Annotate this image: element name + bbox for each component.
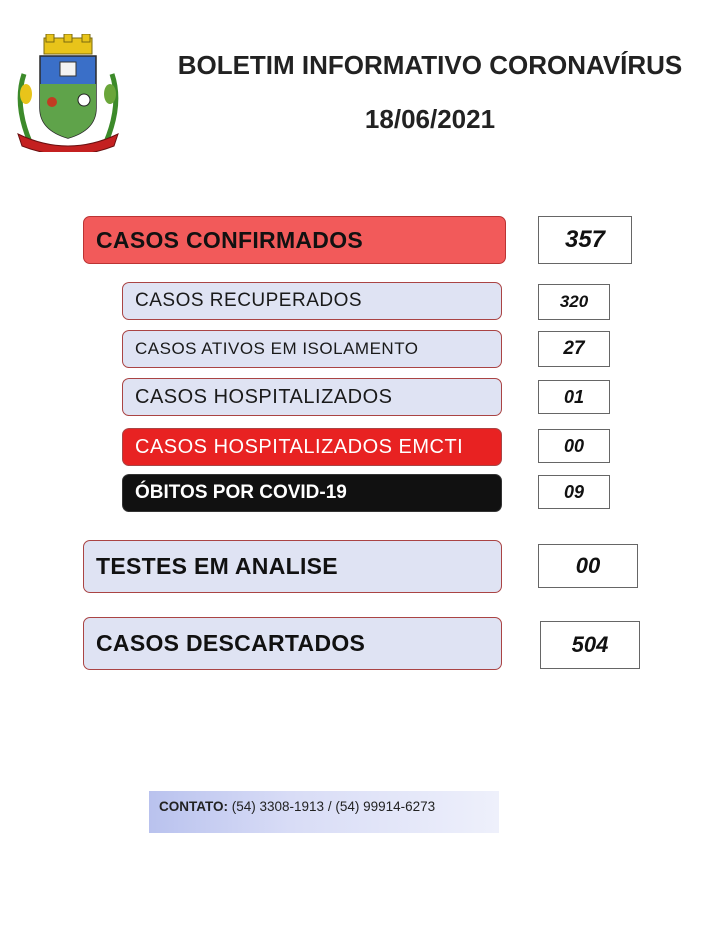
deaths-text: ÓBITOS POR COVID-19: [135, 482, 347, 503]
confirmed-cases-value: 357: [538, 216, 632, 264]
icu-hospitalized-text: CASOS HOSPITALIZADOS EMCTI: [135, 435, 464, 458]
icu-hospitalized-label: [122, 428, 502, 466]
tests-pending-label: [83, 540, 502, 593]
discarded-cases-label: [83, 617, 502, 670]
icu-hospitalized-value: 00: [538, 429, 610, 463]
tests-pending-text: TESTES EM ANALISE: [96, 553, 338, 579]
recovered-cases-label: [122, 282, 502, 320]
active-isolation-value: 27: [538, 331, 610, 367]
bulletin-title: BOLETIM INFORMATIVO CORONAVÍRUS: [177, 50, 683, 80]
hospitalized-label: [122, 378, 502, 416]
coat-of-arms-logo: [10, 34, 126, 152]
recovered-cases-value: 320: [538, 284, 610, 320]
confirmed-cases-label: [83, 216, 506, 264]
discarded-cases-value: 504: [540, 621, 640, 669]
contact-phones: (54) 3308-1913 / (54) 99914-6273: [228, 799, 436, 814]
recovered-cases-text: CASOS RECUPERADOS: [135, 290, 363, 311]
tests-pending-value: 00: [538, 544, 638, 588]
confirmed-cases-text: CASOS CONFIRMADOS: [96, 226, 364, 253]
bulletin-date: 18/06/2021: [364, 104, 496, 134]
contact-label: CONTATO:: [159, 799, 228, 814]
active-isolation-label: [122, 330, 502, 368]
discarded-cases-text: CASOS DESCARTADOS: [96, 630, 366, 656]
hospitalized-text: CASOS HOSPITALIZADOS: [135, 385, 393, 408]
contact-banner: [149, 791, 499, 833]
hospitalized-value: 01: [538, 380, 610, 414]
deaths-label: [122, 474, 502, 512]
deaths-value: 09: [538, 475, 610, 509]
active-isolation-text: CASOS ATIVOS EM ISOLAMENTO: [135, 339, 419, 358]
